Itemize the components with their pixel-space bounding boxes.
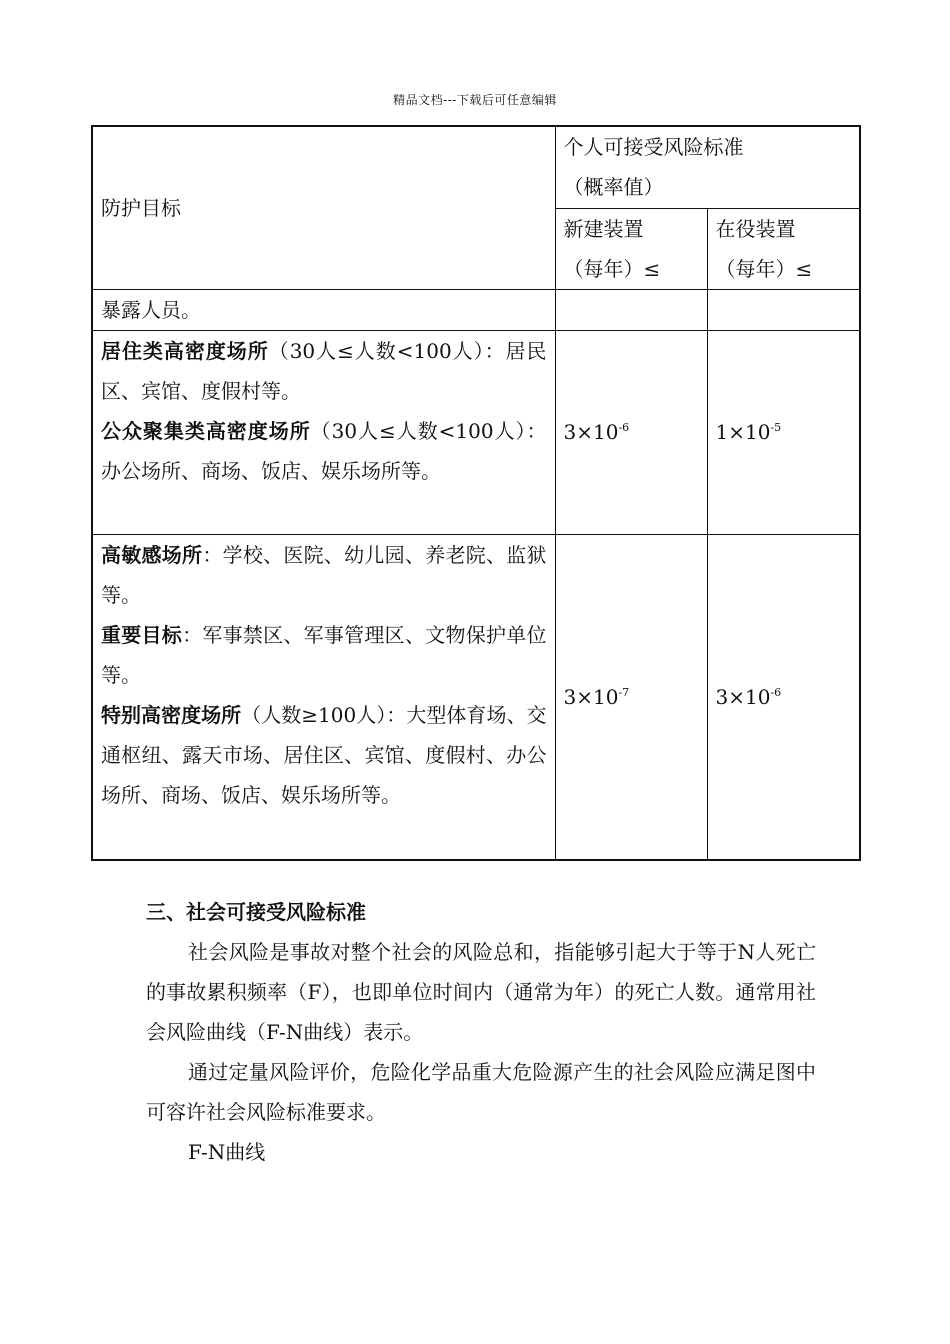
row1-existing-base: 1×10 <box>715 420 771 444</box>
row2-item-special <box>101 695 547 815</box>
section-paragraph-2: 通过定量风险评价，危险化学品重大危险源产生的社会风险应满足图中可容许社会风险标准要求。 <box>146 1060 816 1124</box>
header-new-line1: 新建装置 <box>563 216 644 241</box>
section-heading: 三、社会可接受风险标准 <box>146 900 366 924</box>
row1-residential-text: （30人≤人数<100人）：居民区、宾馆、度假村等。 <box>101 338 547 403</box>
row2-existing-exp: -6 <box>770 685 782 699</box>
section-paragraph-1: 社会风险是事故对整个社会的风险总和，指能够引起大于等于N人死亡的事故累积频率（F），也即单位时间内（通常为年）的死亡人数。通常用社会风险曲线（F-N曲线）表示。 <box>146 940 816 1044</box>
row2-item-important <box>101 615 547 695</box>
risk-criteria-table <box>91 125 861 861</box>
row1-target <box>92 330 555 534</box>
row2-sensitive-title: 高敏感场所 <box>101 542 203 567</box>
row1-item-residential <box>101 331 547 411</box>
row1-item-public <box>101 411 547 491</box>
row2-sensitive-text: ：学校、医院、幼儿园、养老院、监狱等。 <box>101 542 547 607</box>
row2-important-title: 重要目标 <box>101 622 183 647</box>
row2-target <box>92 534 555 860</box>
header-risk-line1: 个人可接受风险标准 <box>563 135 744 159</box>
table-row <box>92 330 860 534</box>
row2-new-value <box>555 534 707 860</box>
row0-new <box>555 289 707 330</box>
header-protection-target-label: 防护目标 <box>101 195 181 220</box>
row2-special-text: （人数≥100人）：大型体育场、交通枢纽、露天市场、居住区、宾馆、度假村、办公场所、商场、饭店、娱乐场所等。 <box>101 702 547 807</box>
row1-public-text: （30人≤人数<100人）：办公场所、商场、饭店、娱乐场所等。 <box>101 418 547 483</box>
row1-existing-value <box>707 330 860 534</box>
figure-caption: F-N曲线 <box>188 1140 266 1164</box>
row2-existing-base: 3×10 <box>715 684 771 709</box>
row2-special-title: 特别高密度场所 <box>101 702 242 727</box>
row1-public-title: 公众聚集类高密度场所 <box>101 418 311 443</box>
row2-important-text: ：军事禁区、军事管理区、文物保护单位等。 <box>101 622 547 687</box>
table-row <box>92 289 860 330</box>
row1-new-exp: -6 <box>618 421 630 434</box>
row1-residential-title: 居住类高密度场所 <box>101 338 269 363</box>
header-new-installation <box>555 208 707 289</box>
row2-item-sensitive <box>101 535 547 615</box>
row0-target: 暴露人员。 <box>92 289 555 330</box>
row1-existing-exp: -5 <box>770 421 782 434</box>
header-protection-target <box>92 126 555 289</box>
row2-existing-value <box>707 534 860 860</box>
table-row <box>92 534 860 860</box>
header-existing-line2: （每年）≤ <box>715 256 813 281</box>
header-existing-installation <box>707 208 860 289</box>
page-header: 精品文档---下载后可任意编辑 <box>393 93 557 107</box>
row0-existing <box>707 289 860 330</box>
header-new-line2: （每年）≤ <box>563 256 661 281</box>
row1-new-value <box>555 330 707 534</box>
row2-new-base: 3×10 <box>563 684 619 709</box>
section-societal-risk <box>146 892 816 1172</box>
row2-new-exp: -7 <box>618 685 630 699</box>
header-existing-line1: 在役装置 <box>715 216 796 241</box>
row1-new-base: 3×10 <box>563 420 619 444</box>
header-individual-risk <box>555 126 860 208</box>
header-risk-line2: （概率值） <box>563 175 664 199</box>
